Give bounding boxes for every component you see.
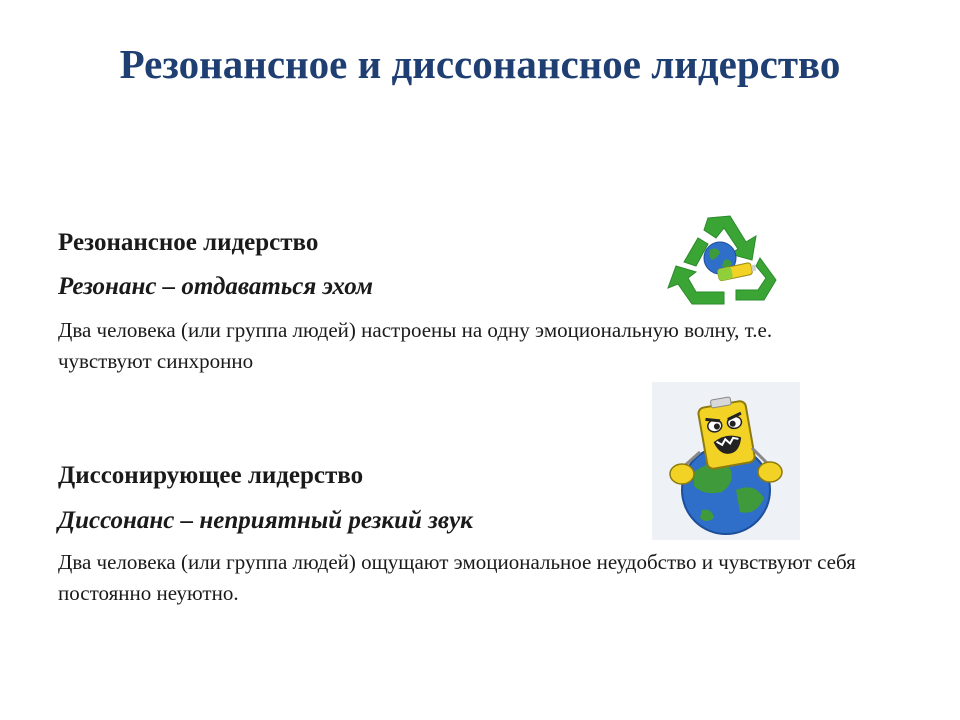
dissonant-description: Два человека (или группа людей) ощущают эмоциональное неудобство и чувствуют себя постоянно неуютно. [58,550,856,605]
dissonant-subheading: Диссонанс – неприятный резкий звук [58,507,473,534]
resonant-heading: Резонансное лидерство [58,229,319,256]
resonant-description: Два человека (или группа людей) настроены на одну эмоциональную волну, т.е. чувствуют синхронно [58,318,773,373]
angry-battery-globe-icon [652,382,800,540]
slide-title: Резонансное и диссонансное лидерство [119,41,841,87]
dissonant-heading: Диссонирующее лидерство [58,462,364,489]
resonant-subheading: Резонанс – отдаваться эхом [58,273,373,300]
recycle-globe-icon [664,208,782,308]
